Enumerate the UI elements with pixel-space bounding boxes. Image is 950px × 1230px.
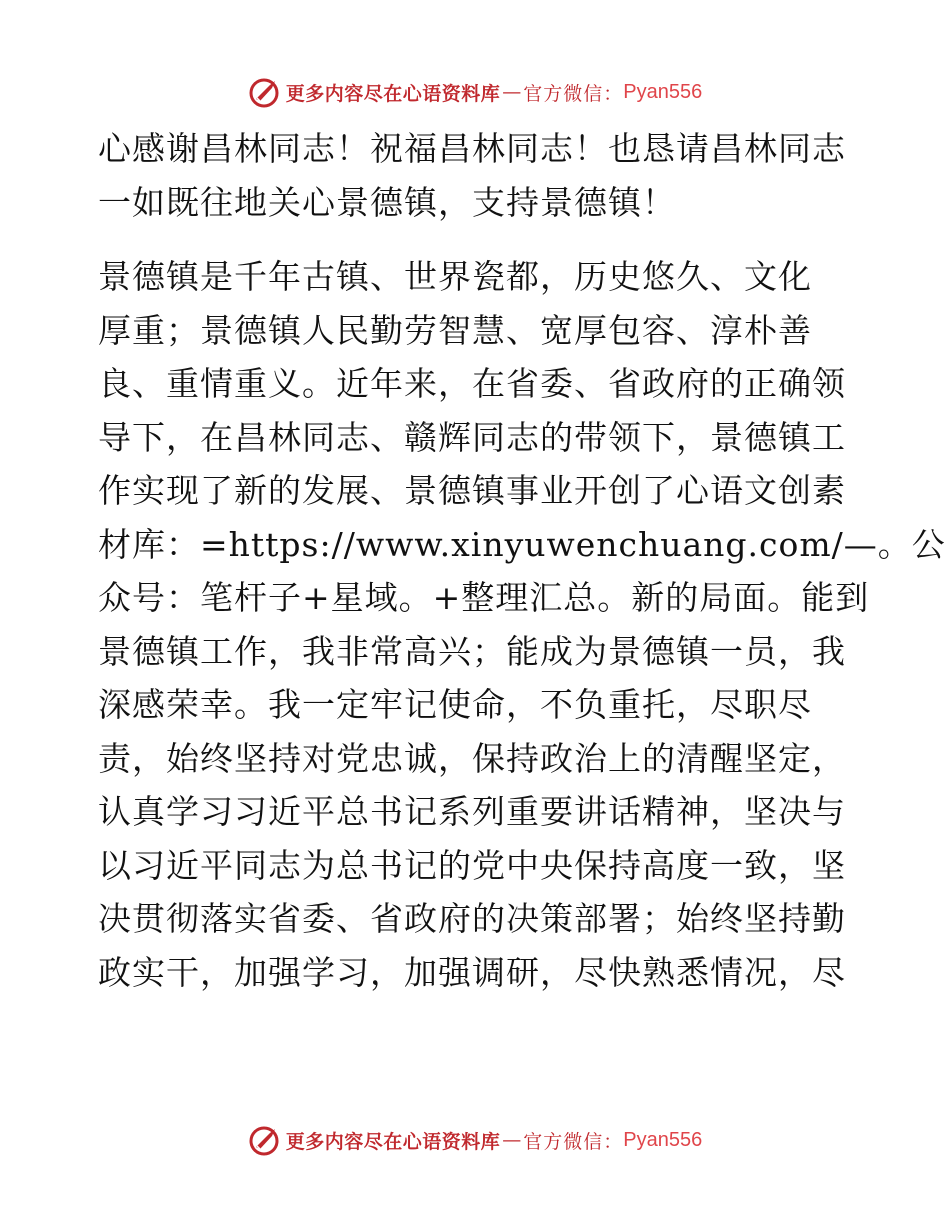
- text-line: 景德镇是千年古镇、世界瓷都，历史悠久、文化: [98, 257, 812, 296]
- pen-logo-icon: [248, 1123, 282, 1157]
- banner-text: 更多内容尽在心语资料库: [285, 1130, 501, 1153]
- text-line: 决贯彻落实省委、省政府的决策部署；始终坚持勤: [98, 899, 846, 938]
- text-line: 厚重；景德镇人民勤劳智慧、宽厚包容、淳朴善: [98, 310, 812, 350]
- text-line: 良、重情重义。近年来，在省委、省政府的正确领: [98, 364, 846, 403]
- text-line: 材库：=https://www.xinyuwenchuang.com/—。公: [98, 524, 946, 564]
- banner-separator: —: [502, 81, 522, 103]
- banner-label: 官方微信：: [523, 82, 624, 105]
- text-line: 一如既往地关心景德镇，支持景德镇！: [98, 182, 676, 222]
- banner-wechat-id: Pyan556: [623, 1128, 703, 1151]
- banner-separator: —: [502, 1129, 522, 1151]
- text-line: 责，始终坚持对党忠诚，保持政治上的清醒坚定，: [98, 738, 846, 778]
- footer-banner: [0, 1120, 950, 1160]
- text-line: 导下，在昌林同志、赣辉同志的带领下，景德镇工: [98, 417, 846, 457]
- text-line: 深感荣幸。我一定牢记使命，不负重托，尽职尽: [98, 685, 812, 724]
- paragraph-2: [98, 250, 946, 999]
- paragraph-1: [98, 122, 858, 229]
- text-line: 众号：笔杆子+星域。+整理汇总。新的局面。能到: [98, 578, 870, 617]
- header-banner: [0, 72, 950, 112]
- text-line: 心感谢昌林同志！祝福昌林同志！也恳请昌林同志: [98, 129, 846, 168]
- banner-text: 更多内容尽在心语资料库: [285, 82, 501, 105]
- pen-logo-icon: [248, 75, 282, 109]
- text-line: 认真学习习近平总书记系列重要讲话精神，坚决与: [98, 792, 846, 831]
- banner-wechat-id: Pyan556: [623, 80, 703, 103]
- text-line: 政实干，加强学习，加强调研，尽快熟悉情况，尽: [98, 952, 846, 992]
- banner-label: 官方微信：: [523, 1130, 624, 1153]
- text-line: 作实现了新的发展、景德镇事业开创了心语文创素: [98, 471, 846, 510]
- text-line: 以习近平同志为总书记的党中央保持高度一致，坚: [98, 845, 846, 885]
- text-line: 景德镇工作，我非常高兴；能成为景德镇一员，我: [98, 631, 846, 671]
